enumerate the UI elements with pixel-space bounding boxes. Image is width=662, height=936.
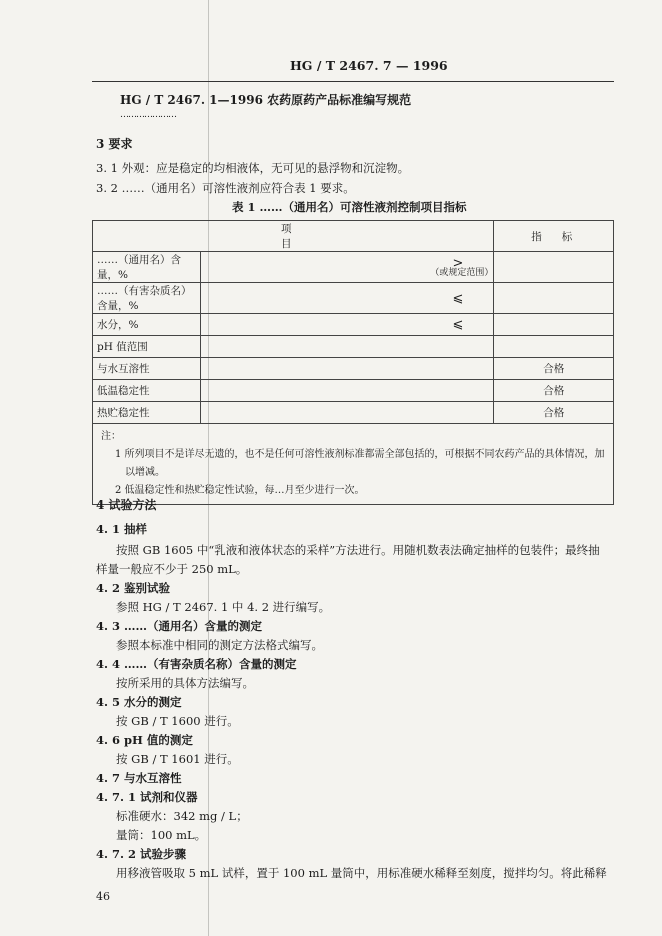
row-value — [494, 283, 614, 314]
section-4-3-text: 参照本标准中相同的测定方法格式编写。 — [116, 638, 323, 652]
section-4-2-title: 4. 2 鉴别试验 — [96, 581, 171, 595]
section-4-7-2-text: 用移液管吸取 5 mL 试样，置于 100 mL 量筒中，用标准硬水稀释至刻度，搅拌均匀。将此稀释 — [116, 866, 607, 880]
table-row — [93, 380, 614, 402]
range-note: （或规定范围） — [430, 268, 494, 278]
row-item: pH 值范围 — [93, 336, 201, 358]
row-operator: ⩽ — [200, 283, 494, 314]
row-item: ……（有害杂质名）含量，% — [93, 283, 201, 314]
note-1: 1 所列项目不是详尽无遗的，也不是任何可溶性液剂标准都需全部包括的，可根据不同农药产品的具体情况，加以增减。 — [115, 449, 605, 478]
section-4-6-title: 4. 6 pH 值的测定 — [96, 733, 193, 747]
spec-table — [92, 220, 614, 505]
section-4-7-1-text-1: 标准硬水：342 mg / L； — [116, 809, 248, 823]
section-4-1-text-1: 按照 GB 1605 中“乳液和液体状态的采样”方法进行。用随机数表法确定抽样的包装件；最终抽 — [116, 543, 600, 557]
gt-symbol: > — [452, 256, 464, 271]
section-3-2: 3. 2 ……（通用名）可溶性液剂应符合表 1 要求。 — [96, 181, 355, 195]
section-4-5-title: 4. 5 水分的测定 — [96, 695, 182, 709]
row-value — [494, 336, 614, 358]
row-value: 合格 — [494, 358, 614, 380]
section-4-title: 4 试验方法 — [96, 498, 157, 512]
row-operator: ⩽ — [200, 314, 494, 336]
header-index: 指标 — [494, 221, 614, 252]
row-operator — [200, 358, 494, 380]
row-value: 合格 — [494, 402, 614, 424]
row-item: 低温稳定性 — [93, 380, 201, 402]
section-4-1-title: 4. 1 抽样 — [96, 522, 148, 536]
section-4-4-title: 4. 4 ……（有害杂质名称）含量的测定 — [96, 657, 297, 671]
row-value — [494, 252, 614, 283]
row-operator — [200, 336, 494, 358]
row-item: 与水互溶性 — [93, 358, 201, 380]
table-row — [93, 283, 614, 314]
table-notes-row — [93, 424, 614, 505]
row-value — [494, 314, 614, 336]
table-row — [93, 336, 614, 358]
table-row — [93, 314, 614, 336]
table-row — [93, 358, 614, 380]
section-4-7-1-title: 4. 7. 1 试剂和仪器 — [96, 790, 198, 804]
table-caption: 表 1 ……（通用名）可溶性液剂控制项目指标 — [232, 200, 467, 214]
row-item: ……（通用名）含量，% — [93, 252, 201, 283]
section-4-7-2-title: 4. 7. 2 试验步骤 — [96, 847, 187, 861]
section-3-1: 3. 1 外观：应是稳定的均相液体，无可见的悬浮物和沉淀物。 — [96, 161, 410, 175]
section-4-5-text: 按 GB / T 1600 进行。 — [116, 714, 239, 728]
header-rule — [92, 81, 614, 82]
row-operator — [200, 252, 494, 283]
note-2: 2 低温稳定性和热贮稳定性试验，每…月至少进行一次。 — [115, 485, 365, 496]
reference-dots: ………………… — [120, 110, 176, 120]
row-value: 合格 — [494, 380, 614, 402]
row-operator — [200, 380, 494, 402]
row-operator — [200, 402, 494, 424]
section-4-7-title: 4. 7 与水互溶性 — [96, 771, 182, 785]
notes-label: 注： — [101, 431, 121, 442]
row-item: 水分，% — [93, 314, 201, 336]
section-4-4-text: 按所采用的具体方法编写。 — [116, 676, 254, 690]
section-4-2-text: 参照 HG / T 2467. 1 中 4. 2 进行编写。 — [116, 600, 331, 614]
section-4-7-1-text-2: 量筒：100 mL。 — [116, 828, 207, 842]
page-number: 46 — [96, 890, 110, 903]
section-4-6-text: 按 GB / T 1601 进行。 — [116, 752, 239, 766]
row-item: 热贮稳定性 — [93, 402, 201, 424]
table-row — [93, 252, 614, 283]
table-header-row — [93, 221, 614, 252]
section-4-1-text-2: 样量一般应不少于 250 mL。 — [96, 562, 248, 576]
standard-number: HG / T 2467. 7 — 1996 — [290, 58, 448, 73]
section-3-title: 3 要求 — [96, 137, 133, 151]
section-4-3-title: 4. 3 ……（通用名）含量的测定 — [96, 619, 263, 633]
reference-standard: HG / T 2467. 1—1996 农药原药产品标准编写规范 — [120, 93, 412, 107]
header-item: 项目 — [93, 221, 494, 252]
table-notes — [93, 424, 614, 505]
table-row — [93, 402, 614, 424]
